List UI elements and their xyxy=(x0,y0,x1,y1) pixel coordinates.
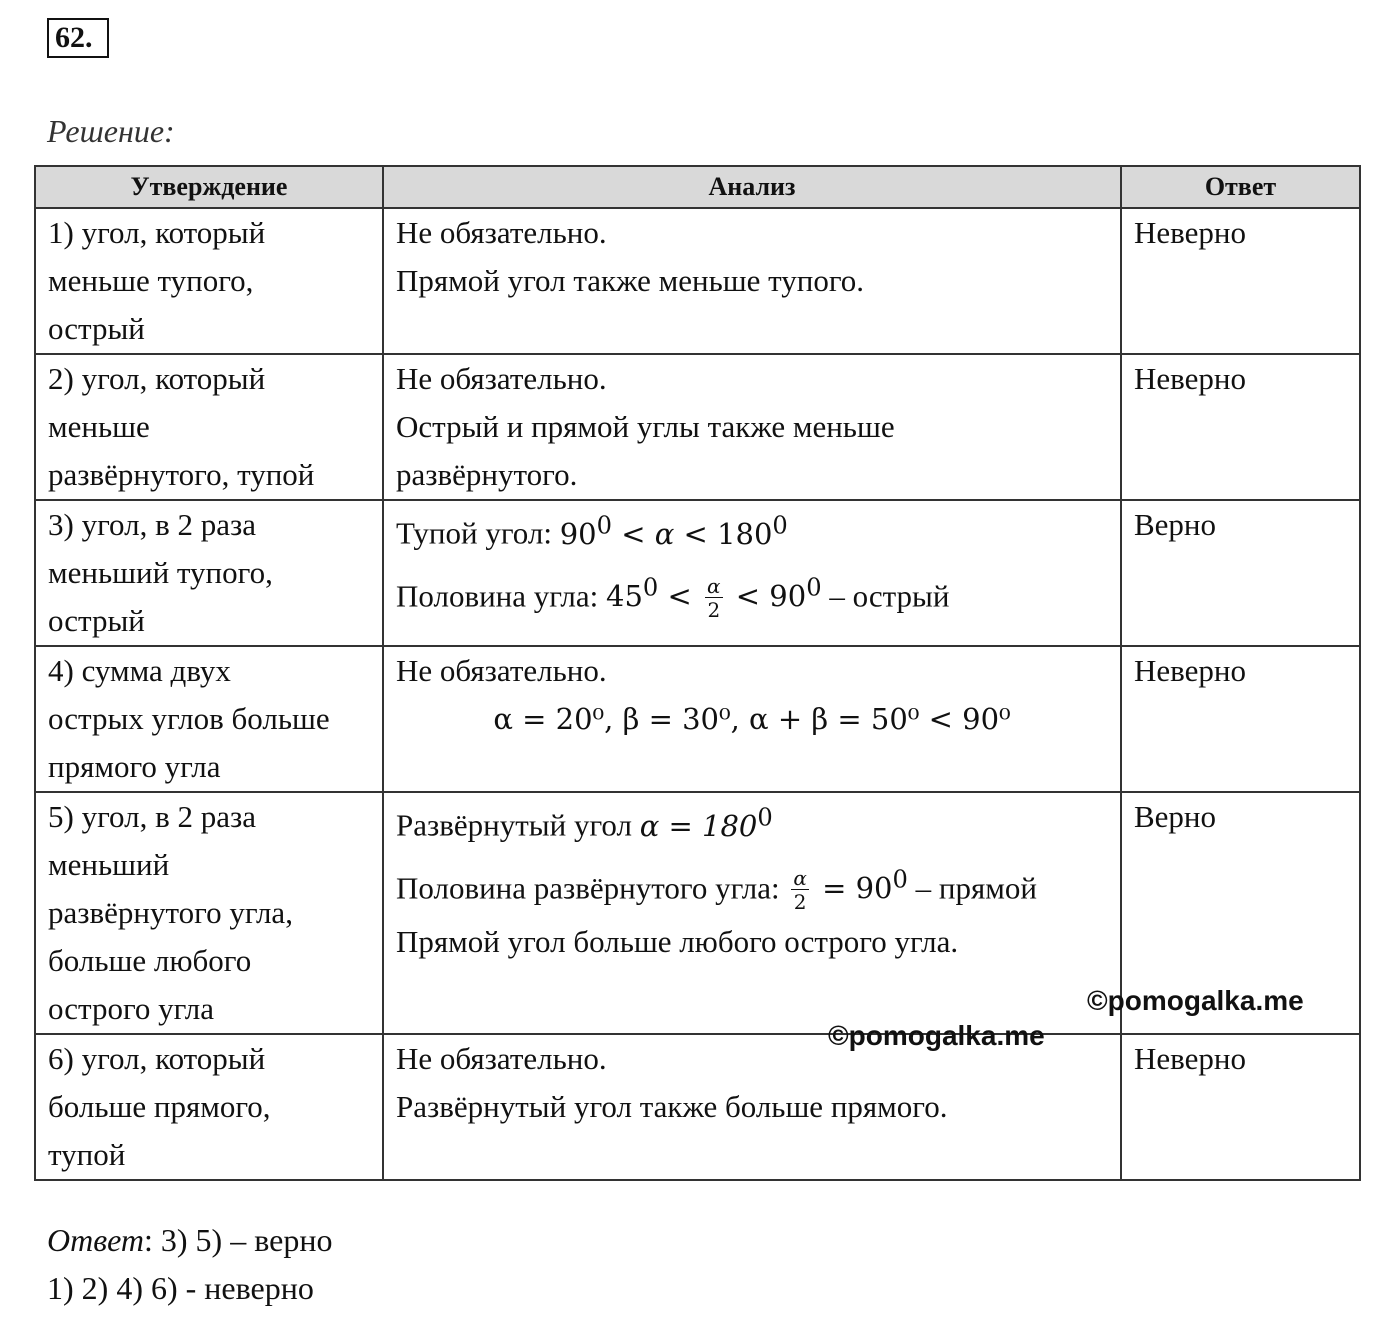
statement-line: 4) сумма двух xyxy=(48,653,231,688)
degree-mark: 0 xyxy=(757,803,773,831)
statement-cell xyxy=(35,500,383,646)
statement-line: 5) угол, в 2 раза xyxy=(48,799,256,834)
math-expression xyxy=(787,865,908,915)
analysis-text: Половина угла: xyxy=(396,578,607,614)
answer-text: Верно xyxy=(1134,507,1217,542)
degree-mark: 0 xyxy=(892,865,908,894)
final-answer-line xyxy=(47,1222,332,1259)
answer-text: Неверно xyxy=(1134,215,1246,250)
table-row xyxy=(35,1034,1360,1180)
math-operator: < xyxy=(611,516,655,551)
table-row xyxy=(35,500,1360,646)
header-analysis: Анализ xyxy=(383,166,1121,208)
analysis-cell xyxy=(383,354,1121,500)
math-variable: α xyxy=(654,516,675,551)
statement-line: острый xyxy=(48,311,145,346)
answer-cell xyxy=(1121,1034,1360,1180)
final-answer-label: Ответ xyxy=(47,1222,144,1258)
math-operator: < xyxy=(658,579,702,614)
statement-line: меньше тупого, xyxy=(48,263,254,298)
analysis-line xyxy=(396,850,1108,919)
fraction-denominator: 2 xyxy=(707,598,721,623)
math-value: < 90 xyxy=(726,579,807,614)
header-answer: Ответ xyxy=(1121,166,1360,208)
answer-cell xyxy=(1121,208,1360,354)
math-formula: α = 20⁰, β = 30⁰, α + β = 50⁰ < 90⁰ xyxy=(493,702,1011,736)
analysis-cell xyxy=(383,208,1121,354)
statement-line: тупой xyxy=(48,1137,126,1172)
fraction xyxy=(705,574,723,623)
statement-line: меньший xyxy=(48,847,170,882)
fraction-denominator: 2 xyxy=(793,890,807,915)
statement-line: развёрнутого угла, xyxy=(48,895,293,930)
analysis-line: Не обязательно. xyxy=(396,1041,607,1076)
analysis-cell xyxy=(383,1034,1121,1180)
statement-line: острый xyxy=(48,603,145,638)
analysis-line: Не обязательно. xyxy=(396,653,607,688)
fraction-numerator: α xyxy=(707,574,721,599)
analysis-line: Прямой угол также меньше тупого. xyxy=(396,263,865,298)
degree-mark: 0 xyxy=(772,511,788,539)
answer-text: Неверно xyxy=(1134,653,1246,688)
statement-line: 2) угол, который xyxy=(48,361,266,396)
final-answer-correct: : 3) 5) – верно xyxy=(144,1222,333,1258)
analysis-line: развёрнутого. xyxy=(396,457,578,492)
answer-text: Неверно xyxy=(1134,1041,1246,1076)
analysis-line: Не обязательно. xyxy=(396,215,607,250)
degree-mark: 0 xyxy=(642,573,659,602)
statement-line: 3) угол, в 2 раза xyxy=(48,507,256,542)
statement-cell xyxy=(35,208,383,354)
analysis-line: Прямой угол больше любого острого угла. xyxy=(396,924,959,960)
statement-line: острых углов больше xyxy=(48,701,330,736)
fraction xyxy=(791,866,809,915)
analysis-line xyxy=(396,558,1108,627)
solution-label: Решение: xyxy=(47,113,175,149)
analysis-text: – острый xyxy=(821,578,950,614)
table-row xyxy=(35,646,1360,792)
math-value: 90 xyxy=(559,516,597,551)
statement-cell xyxy=(35,1034,383,1180)
math-value: α = 180 xyxy=(639,808,758,843)
degree-mark: 0 xyxy=(596,511,612,539)
degree-mark: 0 xyxy=(806,573,822,602)
fraction-numerator: α xyxy=(793,866,807,891)
answer-cell xyxy=(1121,354,1360,500)
statement-line: меньше xyxy=(48,409,150,444)
analysis-text: Половина развёрнутого угла: xyxy=(396,870,788,906)
answer-cell xyxy=(1121,500,1360,646)
math-expression xyxy=(639,803,773,843)
answer-cell xyxy=(1121,646,1360,792)
statement-line: меньший тупого, xyxy=(48,555,273,590)
table-row xyxy=(35,208,1360,354)
answer-text: Неверно xyxy=(1134,361,1246,396)
statement-cell xyxy=(35,646,383,792)
analysis-line xyxy=(396,501,1108,558)
math-value: = 90 xyxy=(812,871,893,906)
table-row xyxy=(35,354,1360,500)
analysis-line: Острый и прямой углы также меньше xyxy=(396,409,895,444)
analysis-cell xyxy=(383,500,1121,646)
math-expression xyxy=(559,511,788,551)
answer-text: Верно xyxy=(1134,799,1217,834)
math-value: 45 xyxy=(606,579,643,614)
analysis-line: Развёрнутый угол также больше прямого. xyxy=(396,1089,948,1124)
solution-table xyxy=(34,165,1361,1181)
analysis-text: Тупой угол: xyxy=(396,515,560,551)
analysis-line xyxy=(396,793,1108,850)
task-number: 62. xyxy=(47,18,109,58)
math-expression xyxy=(606,573,822,623)
final-answer-incorrect: 1) 2) 4) 6) - неверно xyxy=(47,1270,314,1306)
header-statement: Утверждение xyxy=(35,166,383,208)
statement-line: прямого угла xyxy=(48,749,221,784)
statement-cell xyxy=(35,354,383,500)
statement-line: острого угла xyxy=(48,991,215,1026)
analysis-text: – прямой xyxy=(907,870,1037,906)
statement-line: больше любого xyxy=(48,943,252,978)
statement-line: 1) угол, который xyxy=(48,215,266,250)
analysis-cell xyxy=(383,646,1121,792)
table-header-row xyxy=(35,166,1360,208)
analysis-cell xyxy=(383,792,1121,1034)
statement-line: развёрнутого, тупой xyxy=(48,457,315,492)
statement-line: больше прямого, xyxy=(48,1089,271,1124)
analysis-text: Развёрнутый угол xyxy=(396,807,640,843)
statement-cell xyxy=(35,792,383,1034)
analysis-line: Не обязательно. xyxy=(396,361,607,396)
watermark: ©pomogalka.me xyxy=(1087,985,1304,1016)
watermark: ©pomogalka.me xyxy=(828,1020,1045,1051)
math-value: < 180 xyxy=(674,516,773,551)
statement-line: 6) угол, который xyxy=(48,1041,266,1076)
